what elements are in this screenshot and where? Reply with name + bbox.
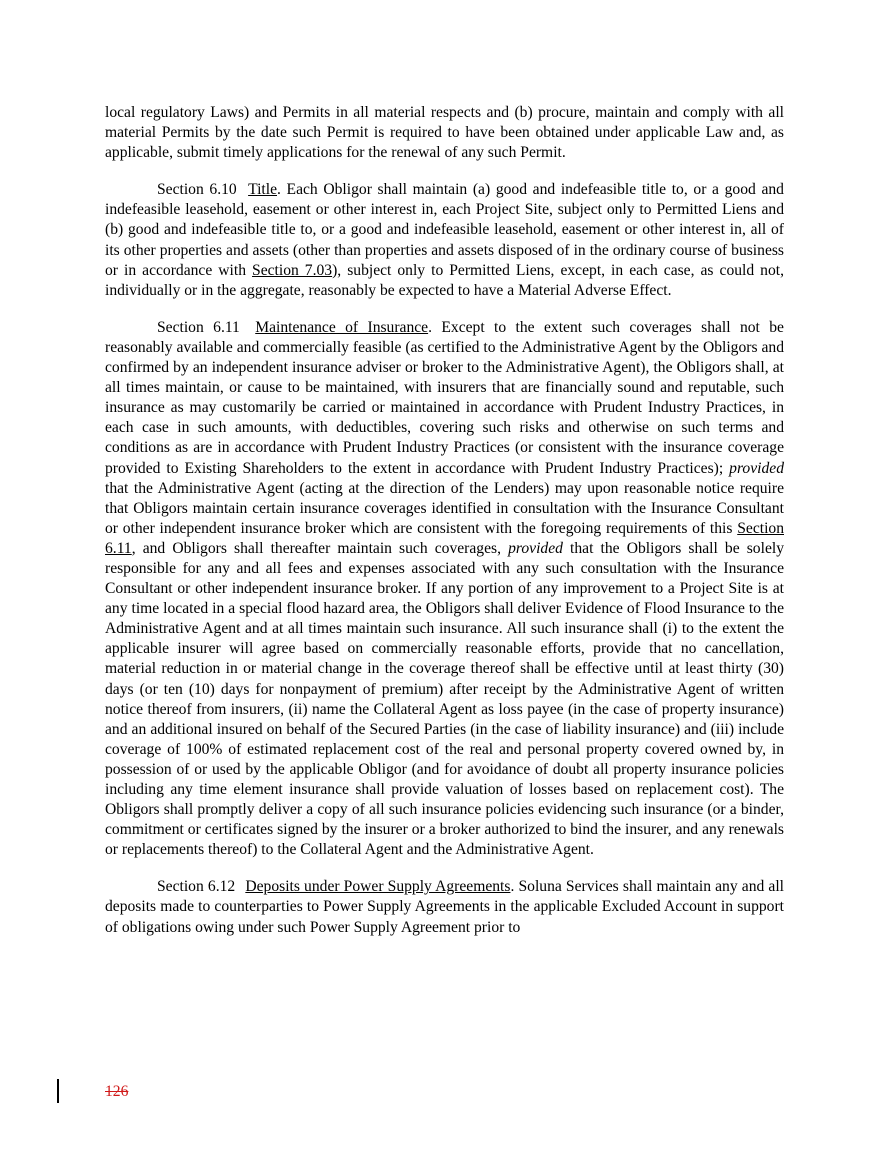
section-number: Section 6.12 — [157, 878, 236, 896]
paragraph-text: local regulatory Laws) and Permits in all material respects and (b) procure, maintain and comply with all material Permits by the date such Permit is required to have been obtained under applicable Law and, as applicable, submit timely applications for the renewal of any such Permit. — [105, 104, 784, 162]
section-6-10 — [105, 180, 784, 301]
section-title: Deposits under Power Supply Agreements — [245, 878, 511, 896]
section-text: . Except to the extent such coverages shall not be reasonably available and commercially feasible (as certified to the Administrative Agent by the Obligors and confirmed by an independent insurance adviser or broker to the Administrative Agent), the Obligors shall, at all times maintain, or cause to be maintained, with insurers that are financially sound and reputable, such insurance as may customarily be carried or maintained in accordance with Prudent Industry Practices, in each case in such amounts, with deductibles, covering such risks and otherwise on such terms and conditions as are in accordance with Prudent Industry Practices (or consistent with the insurance coverage provided to Existing Shareholders to the extent in accordance with Prudent Industry Practices); — [105, 318, 784, 477]
page-number: 126 — [105, 1083, 129, 1100]
section-text: that the Obligors shall be solely responsible for any and all fees and expenses associated with any such consultation with the Insurance Consultant or other independent insurance broker. If any portion of any improvement to a Project Site is at any time located in a special flood hazard area, the Obligors shall deliver Evidence of Flood Insurance to the Administrative Agent and at all times maintain such insurance. All such insurance shall (i) to the extent the applicable insurer will agree based on commercially reasonable efforts, provide that no cancellation, material reduction in or material change in the coverage thereof shall be effective until at least thirty (30) days (or ten (10) days for nonpayment of premium) after receipt by the Administrative Agent of written notice thereof from insurers, (ii) name the Collateral Agent as loss payee (in the case of property insurance) and an additional insured on behalf of the Secured Parties (in the case of liability insurance) and (iii) include coverage of 100% of estimated replacement cost of the real and personal property covered owned by, in possession of or used by the applicable Obligor (and for avoidance of doubt all property insurance policies including any time element insurance shall provide valuation of losses based on replacement cost). The Obligors shall promptly deliver a copy of all such insurance policies evidencing such insurance (or a binder, commitment or certificates signed by the insurer or a broker authorized to bind the insurer, and any renewals or replacements thereof) to the Collateral Agent and the Administrative Agent. — [105, 539, 784, 859]
section-text: , and Obligors shall thereafter maintain such coverages, — [131, 539, 509, 557]
section-text: ), subject only to Permitted Liens, except, in each case, as could not, individually or in the aggregate, reasonably be expected to have a Material Adverse Effect. — [105, 261, 784, 299]
section-title: Title — [248, 181, 277, 199]
document-page — [105, 103, 784, 938]
section-6-11 — [105, 318, 784, 861]
section-title: Maintenance of Insurance — [255, 318, 429, 336]
proviso-term: provided — [508, 539, 563, 557]
cross-reference: Section 7.03 — [252, 261, 333, 279]
proviso-term: provided — [729, 459, 784, 477]
cross-reference: Section 6.11 — [105, 519, 784, 557]
section-6-12 — [105, 877, 784, 937]
section-number: Section 6.10 — [157, 181, 237, 199]
paragraph-continuation — [105, 103, 784, 163]
section-text: . Soluna Services shall maintain any and all deposits made to counterparties to Power Supply Agreements in the applicable Excluded Account in support of obligations owing under such Power Supply Agreement prior to — [105, 878, 785, 936]
section-text: . Each Obligor shall maintain (a) good and indefeasible title to, or a good and indefeasible leasehold, easement or other interest in, each Project Site, subject only to Permitted Liens and (b) good and indefeasible title to, or a good and indefeasible leasehold, easement or other interest in, all of its other properties and assets (other than properties and assets disposed of in the ordinary course of business or in accordance with — [105, 181, 784, 279]
section-text: that the Administrative Agent (acting at the direction of the Lenders) may upon reasonable notice require that Obligors maintain certain insurance coverages identified in consultation with the Insurance Consultant or other independent insurance broker which are consistent with the foregoing requirements of this — [105, 479, 784, 537]
change-bar — [57, 1079, 59, 1103]
section-number: Section 6.11 — [157, 318, 240, 336]
